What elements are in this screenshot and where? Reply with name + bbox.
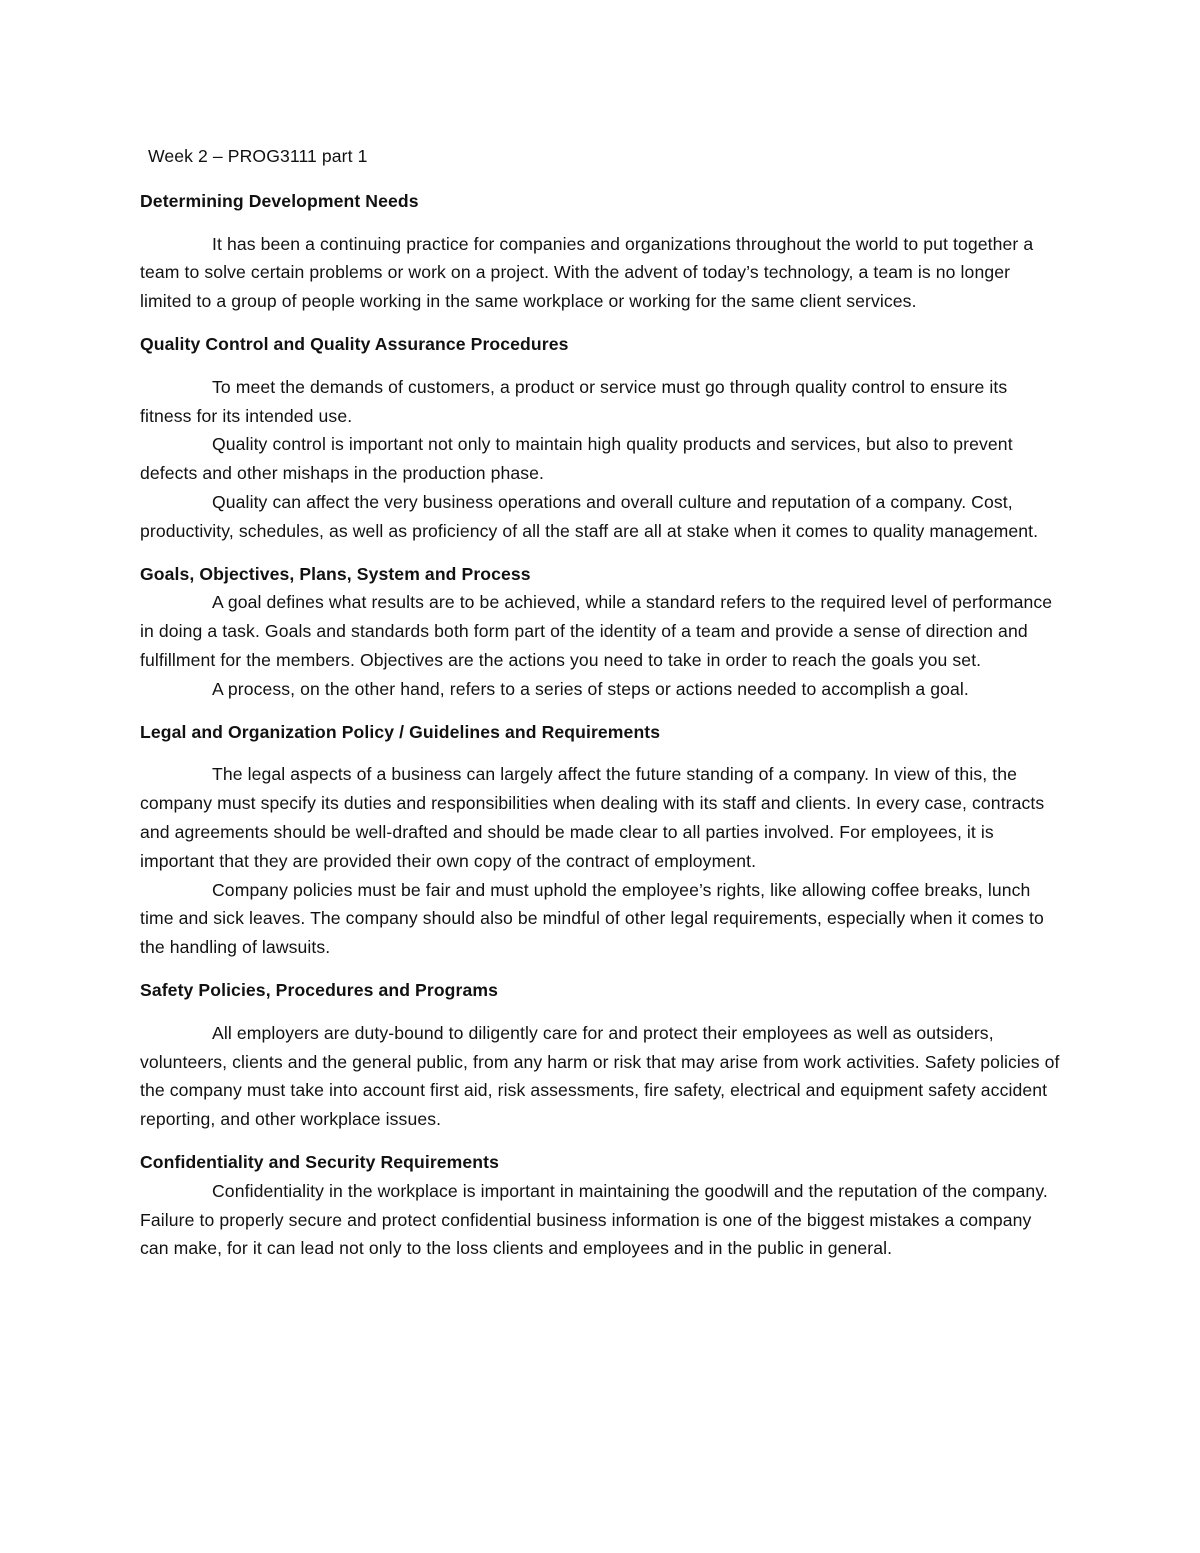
paragraph: All employers are duty-bound to diligently care for and protect their employees as well as outsiders, volunteers, clients and the general public, from any harm or risk that may arise from work activities. Safety policies of the company must take into account first aid, risk assessments, fire safety, electrical and equipment safety accident reporting, and other workplace issues. <box>140 1022 1060 1130</box>
document-body <box>140 142 1060 1263</box>
paragraph: To meet the demands of customers, a product or service must go through quality control to ensure its fitness for its intended use. <box>140 376 1008 426</box>
paragraph: A process, on the other hand, refers to a series of steps or actions needed to accomplish a goal. <box>212 678 969 699</box>
section-goals-objectives <box>140 560 1060 704</box>
document-title: Week 2 – PROG3111 part 1 <box>148 146 368 166</box>
paragraph: The legal aspects of a business can largely affect the future standing of a company. In view of this, the company must specify its duties and responsibilities when dealing with its staff and clients. In every case, contracts and agreements should be well-drafted and should be made clear to all parties involved. For employees, it is important that they are provided their own copy of the contract of employment. <box>140 764 1045 871</box>
section-heading: Legal and Organization Policy / Guidelines and Requirements <box>140 721 661 742</box>
paragraph: It has been a continuing practice for companies and organizations throughout the world to put together a team to solve certain problems or work on a project. With the advent of today’s technology, a team is no longer limited to a group of people working in the same workplace or working for the same client services. <box>140 233 1034 312</box>
section-heading: Determining Development Needs <box>140 190 419 211</box>
section-heading: Confidentiality and Security Requirements <box>140 1151 499 1172</box>
paragraph: Confidentiality in the workplace is important in maintaining the goodwill and the reputation of the company. Failure to properly secure and protect confidential business information is one of the biggest mistakes a company can make, for it can lead not only to the loss clients and employees and in the public in general. <box>140 1180 1048 1259</box>
section-heading: Goals, Objectives, Plans, System and Process <box>140 563 531 584</box>
paragraph: Company policies must be fair and must uphold the employee’s rights, like allowing coffee breaks, lunch time and sick leaves. The company should also be mindful of other legal requirements, especially when it comes to the handling of lawsuits. <box>140 879 1044 958</box>
paragraph: Quality control is important not only to maintain high quality products and services, but also to prevent defects and other mishaps in the production phase. <box>140 434 1013 484</box>
paragraph: A goal defines what results are to be achieved, while a standard refers to the required level of performance in doing a task. Goals and standards both form part of the identity of a team and provide a sense of direction and fulfillment for the members. Objectives are the actions you need to take in order to reach the goals you set. <box>140 592 1053 670</box>
section-heading: Safety Policies, Procedures and Programs <box>140 979 498 1000</box>
section-heading: Quality Control and Quality Assurance Procedures <box>140 333 569 354</box>
section-safety-policies <box>140 976 1060 1134</box>
section-quality-control <box>140 330 1060 546</box>
paragraph: Quality can affect the very business operations and overall culture and reputation of a company. Cost, productivity, schedules, as well as proficiency of all the staff are all at stake when it comes to quality management. <box>140 491 1039 541</box>
section-development-needs <box>140 187 1060 316</box>
section-confidentiality <box>140 1148 1060 1263</box>
section-legal-policy <box>140 718 1060 962</box>
